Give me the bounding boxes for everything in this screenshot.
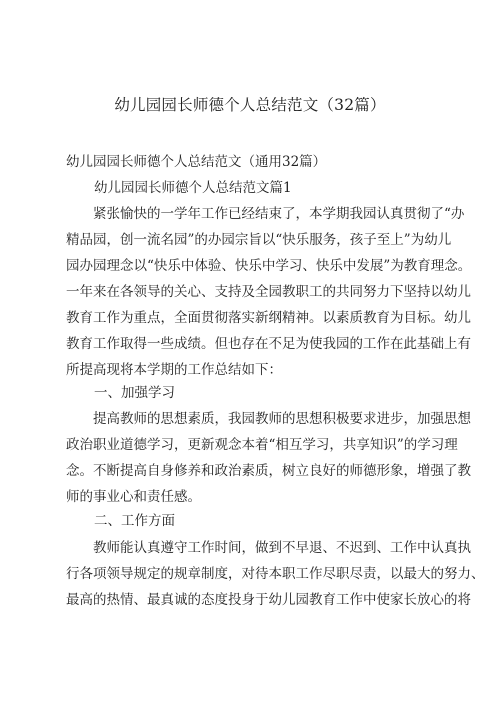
paragraph-line: 行各项领导规定的规章制度，对待本职工作尽职尽责，以最大的努力、 [66, 566, 485, 582]
paragraph-line: 精品园，创一流名园”的办园宗旨以“快乐服务，孩子至上”为幼儿 [66, 232, 452, 248]
paragraph-line: 紧张愉快的一学年工作已经结束了，本学期我园认真贯彻了“办 [93, 206, 465, 222]
paragraph-line: 师的事业心和责任感。 [66, 489, 201, 505]
section-title: 幼儿园园长师德个人总结范文篇1 [94, 180, 292, 196]
paragraph-line: 教师能认真遵守工作时间，做到不早退、不迟到、工作中认真执 [93, 540, 471, 556]
paragraph-line: 念。不断提高自身修养和政治素质，树立良好的师德形象，增强了教 [66, 463, 471, 479]
paragraph-line: 园办园理念以“快乐中体验、快乐中学习、快乐中发展”为教育理念。 [66, 258, 472, 274]
paragraph-work [66, 535, 485, 613]
paragraph-line: 教育工作取得一些成绩。但也存在不足为使我园的工作在此基础上有 [66, 336, 471, 352]
heading-study: 一、加强学习 [94, 385, 175, 401]
paragraph-intro [66, 201, 472, 383]
paragraph-line: 一年来在各领导的关心、支持及全园教职工的共同努力下坚持以幼儿 [66, 284, 471, 300]
paragraph-line: 教育工作为重点，全面贯彻落实新纲精神。以素质教育为目标。幼儿 [66, 310, 471, 326]
heading-work: 二、工作方面 [94, 513, 175, 529]
document-subtitle: 幼儿园园长师德个人总结范文（通用32篇） [66, 154, 327, 170]
document-title: 幼儿园园长师德个人总结范文（32篇） [114, 96, 386, 114]
paragraph-line: 所提高现将本学期的工作总结如下： [66, 362, 282, 378]
paragraph-line: 政治职业道德学习，更新观念本着“相互学习，共享知识”的学习理 [66, 437, 458, 453]
paragraph-line: 提高教师的思想素质，我园教师的思想积极要求进步，加强思想 [93, 411, 471, 427]
paragraph-line: 最高的热情、最真诚的态度投身于幼儿园教育工作中使家长放心的将 [66, 592, 471, 608]
paragraph-study [66, 406, 471, 510]
